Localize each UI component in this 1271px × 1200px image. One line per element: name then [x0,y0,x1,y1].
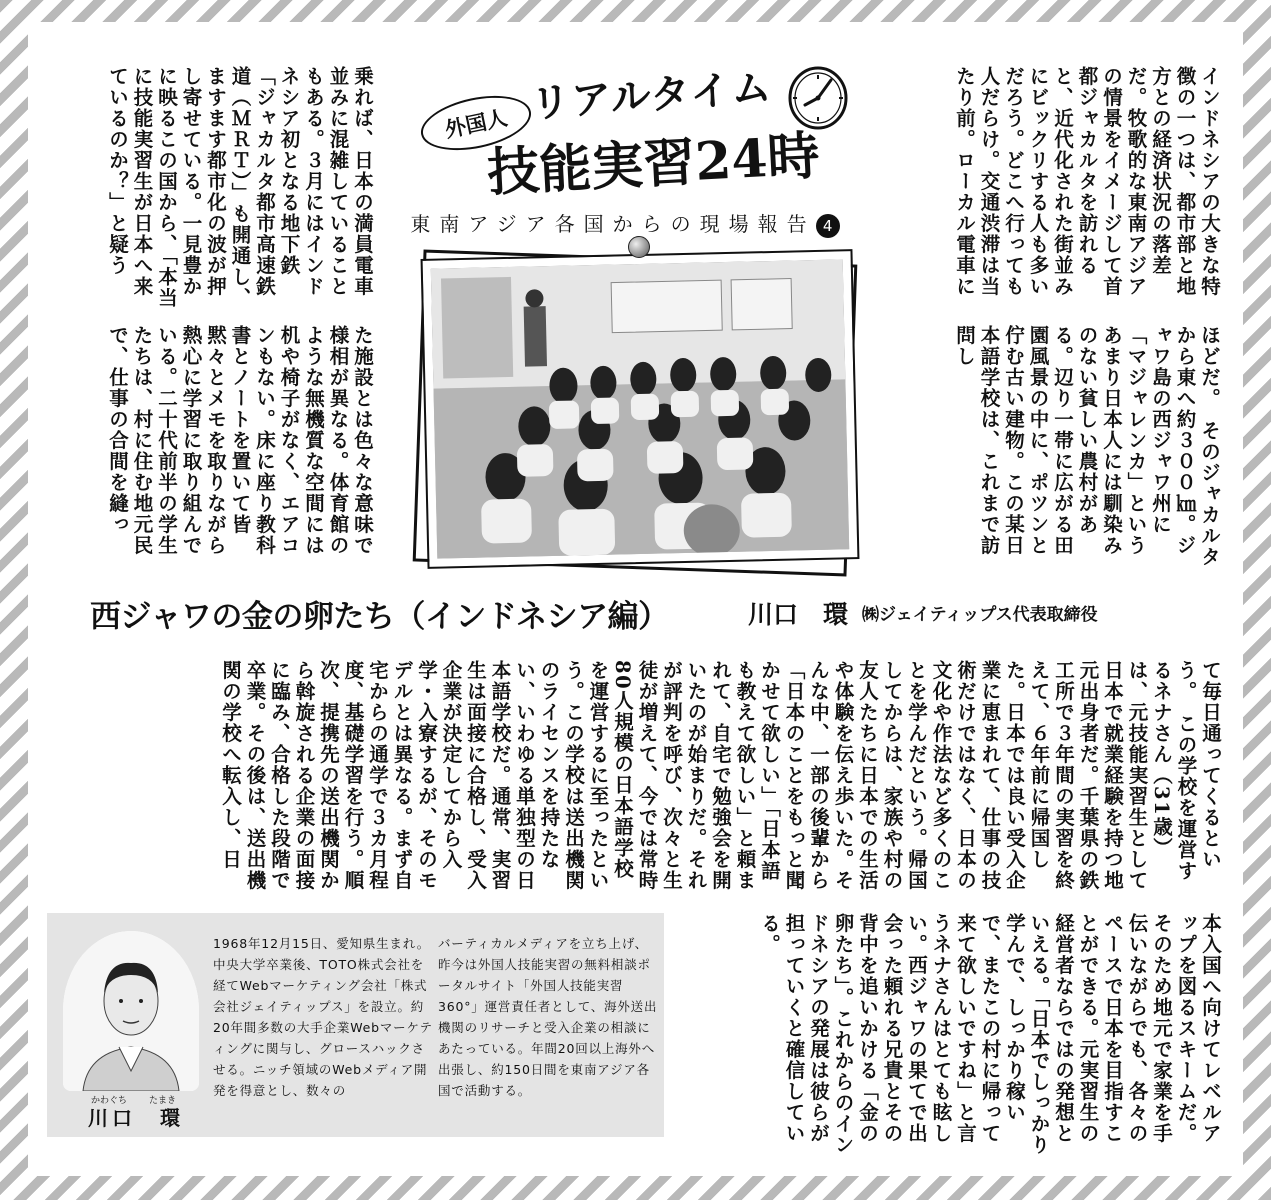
series-title-block [395,40,855,250]
article-headline: 西ジャワの金の卵たち（インドネシア編） [90,599,669,635]
series-number-badge: 4 [816,214,840,238]
pushpin-icon [628,236,650,258]
series-subtitle: 東南アジア各国からの現場報告 4 [395,208,855,238]
article-column-2: 乗れば、日本の満員電車並みに混雑していることもある。３月にはインドネシア初となる地下鉄「ジャカルタ都市高速鉄道（ＭＲＴ）」も開通し、ますます都市化の波が押し寄せている。一見豊かに映るこの国から、「本当に技能実習生が日本へ来ているのか？」と疑う [106,66,374,309]
author-role: ㈱ジェイティップス代表取締役 [862,605,1098,625]
foreigner-badge: 外国人 [416,87,536,159]
profile-bio-2: バーティカルメディアを立ち上げ、昨今は外国人技能実習の無料相談ポータルサイト「外国人技能実習360°」運営責任者として、海外送出機関のリサーチと受入企業の相談にあたっている。年間20回以上海外へ出張し、約150日間を東南アジア各国で活動する。 [438,936,658,1098]
article-column-1: インドネシアの大きな特徴の一つは、都市部と地方との経済状況の落差だ。牧歌的な東南アジアの情景をイメージして首都ジャカルタを訪れると、近代化された街並みにビックリする人も多いだろう。どこへ行っても人だらけ。交通渋滞は当たり前。ローカル電車に [953,66,1221,297]
article-column-5: て毎日通ってくるという。 この学校を運営するネナさん（31歳）は、元技能実習生として日本で就業経験を持つ地元出身者だ。千葉県の鉄工所で３年間の実習を終えて、６年前に帰国した。日本では良い受入企業に恵まれて、仕事の技術だけではなく、日本の文化や作法など多くのことを学んだという。帰国してからは、家族や村の友人たちに日本での生活や体験を伝え歩いた。そんな中、一部の後輩から「日本のことをもっと聞かせて欲しい」「日本語も教えて欲しい」と頼まれて、自宅で勉強会を開いたのが始まりだ。それが評判を呼び、次々と生徒が増えて、今では常時80人規模の日本語学校を運営するに至ったという。この学校は送出機関のライセンスを持たない、いわゆる単独型の日本語学校だ。通常、実習生は面接に合格し、受入企業が決定してから入学・入寮するが、そのモデルとは異なる。まず自宅からの通学で３カ月程度、基礎学習を行う。順次、提携先の送出機関から斡旋される企業の面接に臨み、合格した段階で卒業。その後は、送出機関の学校へ転入し、日 [219,660,1222,891]
name-ruby-family: かわぐち [91,1096,128,1106]
article-column-3: ほどだ。 そのジャカルタから東へ約３００㎞。ジャワ島の西ジャワ州に「マジャレンカ」というあまり日本人には馴染みのない貧しい農村がある。辺り一帯に広がる田園風景の中に、ポツンと佇む古い建物。この某日本語学校は、これまで訪問し [953,325,1221,568]
clock-icon [785,58,851,132]
profile-name: 川口 環 [88,1106,184,1130]
classroom-photo [423,251,858,567]
article-column-4: た施設とは色々な意味で様相が異なる。体育館のような無機質な空間には机や椅子がなく、エアコンもない。床に座り教科書とノートを置いて皆黙々とメモを取りながら熱心に学習に取り組んでいる。二十代前半の学生たちは、村に住む地元民で、仕事の合間を縫っ [106,325,374,556]
profile-bio-1: 1968年12月15日、愛知県生まれ。中央大学卒業後、TOTO株式会社を経てWebマーケティング会社「株式会社ジェイティップス」を設立。約20年間多数の大手企業Webマーケティングに関与し、グロースハックさせる。ニッチ領域のWebメディア開発を得意とし、数々の [213,936,433,1098]
author-portrait [63,931,199,1091]
title-line-2: 技能実習24時 [485,125,822,204]
title-line-1: リアルタイム [528,64,774,128]
article-column-6: 本入国へ向けてレベルアップを図るスキームだ。 そのため地元で家業を手伝いながらでも、各々のペースで日本を目指すことができる。元実習生の経営者ならではの発想といえる。「日本でしっかり学んで、しっかり稼いで、またこの村に帰って来て欲しいですね」と言うネナさんはとても眩しい。西ジャワの果てで出会った頼れる兄貴とその背中を追いかける「金の卵たち」。これからのインドネシアの発展は彼らが担っていくと確信している。 [758,913,1222,1156]
author-profile-box [47,913,664,1137]
author-name: 川口 環 [748,600,849,629]
name-ruby-given: たまき [149,1096,177,1106]
